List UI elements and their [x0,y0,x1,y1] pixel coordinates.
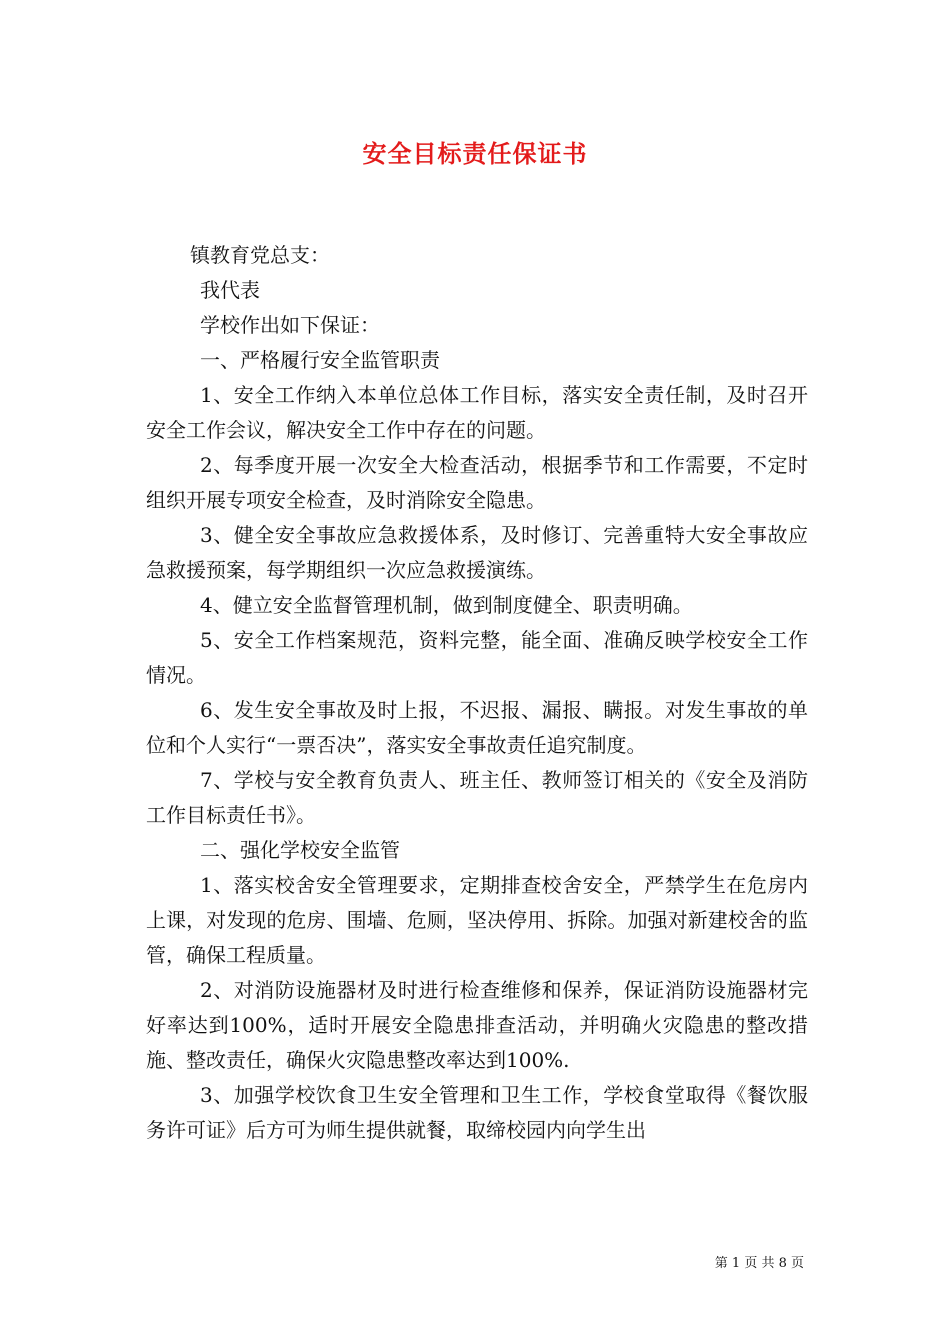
paragraph: 3、加强学校饮食卫生安全管理和卫生工作，学校食堂取得《餐饮服务许可证》后方可为师生提供就餐，取缔校园内向学生出 [146,1083,808,1142]
document-body [146,238,808,1148]
paragraph: 我代表 [200,278,260,302]
paragraph: 7、学校与安全教育负责人、班主任、教师签订相关的《安全及消防工作目标责任书》。 [146,768,808,827]
paragraph: 2、每季度开展一次安全大检查活动，根据季节和工作需要，不定时组织开展专项安全检查，及时消除安全隐患。 [146,453,808,512]
paragraph: 4、健立安全监督管理机制，做到制度健全、职责明确。 [200,593,693,617]
section-heading: 二、强化学校安全监管 [200,838,400,862]
salutation: 镇教育党总支： [190,243,330,267]
paragraph: 6、发生安全事故及时上报，不迟报、漏报、瞒报。对发生事故的单位和个人实行“一票否决”，落实安全事故责任追究制度。 [146,698,808,757]
paragraph: 学校作出如下保证： [200,313,380,337]
paragraph: 1、落实校舍安全管理要求，定期排查校舍安全，严禁学生在危房内上课，对发现的危房、围墙、危厕，坚决停用、拆除。加强对新建校舍的监管，确保工程质量。 [146,873,808,967]
document-title: 安全目标责任保证书 [362,139,588,168]
paragraph: 5、安全工作档案规范，资料完整，能全面、准确反映学校安全工作情况。 [146,628,808,687]
paragraph: 3、健全安全事故应急救援体系，及时修订、完善重特大安全事故应急救援预案，每学期组织一次应急救援演练。 [146,523,808,582]
paragraph: 1、安全工作纳入本单位总体工作目标，落实安全责任制，及时召开安全工作会议，解决安全工作中存在的问题。 [146,383,808,442]
page-footer: 第 1 页 共 8 页 [714,1256,804,1271]
paragraph: 2、对消防设施器材及时进行检查维修和保养，保证消防设施器材完好率达到100%，适时开展安全隐患排查活动，并明确火灾隐患的整改措施、整改责任，确保火灾隐患整改率达到100%. [146,978,808,1072]
section-heading: 一、严格履行安全监管职责 [200,348,440,372]
